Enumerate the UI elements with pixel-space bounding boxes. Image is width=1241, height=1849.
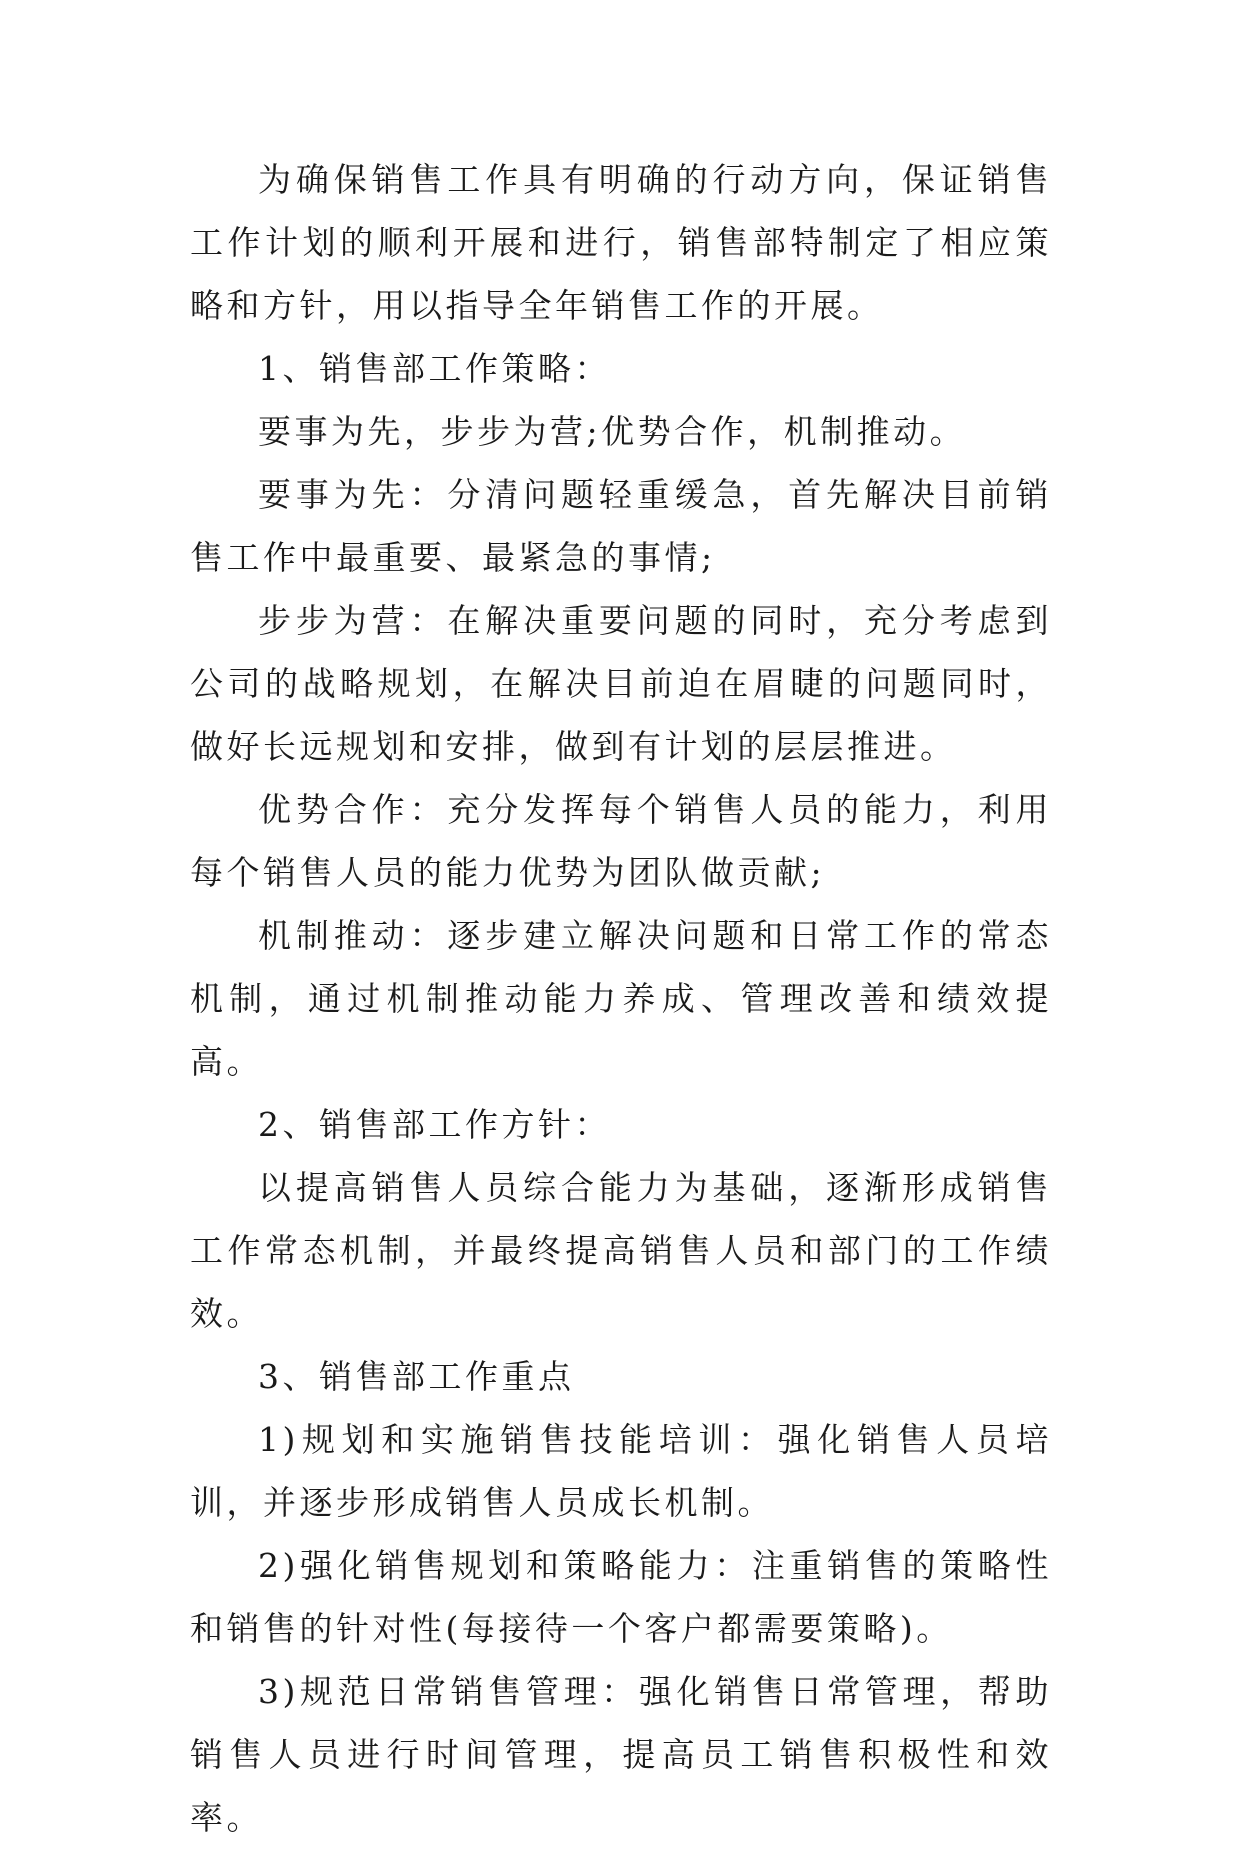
- section-heading-policy: 2、销售部工作方针：: [258, 1105, 611, 1144]
- strategy-item-priority: 要事为先：分清问题轻重缓急，首先解决目前销售工作中最重要、最紧急的事情;: [190, 475, 1052, 577]
- focus-item-training: 1)规划和实施销售技能培训：强化销售人员培训，并逐步形成销售人员成长机制。: [190, 1420, 1052, 1522]
- intro-paragraph: 为确保销售工作具有明确的行动方向，保证销售工作计划的顺利开展和进行，销售部特制定了相应策略和方针，用以指导全年销售工作的开展。: [190, 160, 1052, 325]
- document-body: [190, 148, 1052, 1849]
- focus-item-planning: 2)强化销售规划和策略能力：注重销售的策略性和销售的针对性(每接待一个客户都需要策略)。: [190, 1546, 1052, 1648]
- policy-paragraph: 以提高销售人员综合能力为基础，逐渐形成销售工作常态机制，并最终提高销售人员和部门的工作绩效。: [190, 1168, 1052, 1333]
- strategy-item-cooperation: 优势合作：充分发挥每个销售人员的能力，利用每个销售人员的能力优势为团队做贡献;: [190, 790, 1052, 892]
- strategy-item-mechanism: 机制推动：逐步建立解决问题和日常工作的常态机制，通过机制推动能力养成、管理改善和绩效提高。: [190, 916, 1052, 1081]
- section-heading-focus: 3、销售部工作重点: [258, 1357, 575, 1396]
- focus-item-management: 3)规范日常销售管理：强化销售日常管理，帮助销售人员进行时间管理，提高员工销售积极性和效率。: [190, 1672, 1052, 1837]
- strategy-summary: 要事为先，步步为营;优势合作，机制推动。: [258, 412, 967, 451]
- strategy-item-step-by-step: 步步为营：在解决重要问题的同时，充分考虑到公司的战略规划，在解决目前迫在眉睫的问题同时，做好长远规划和安排，做到有计划的层层推进。: [190, 601, 1052, 766]
- section-heading-strategy: 1、销售部工作策略：: [258, 349, 611, 388]
